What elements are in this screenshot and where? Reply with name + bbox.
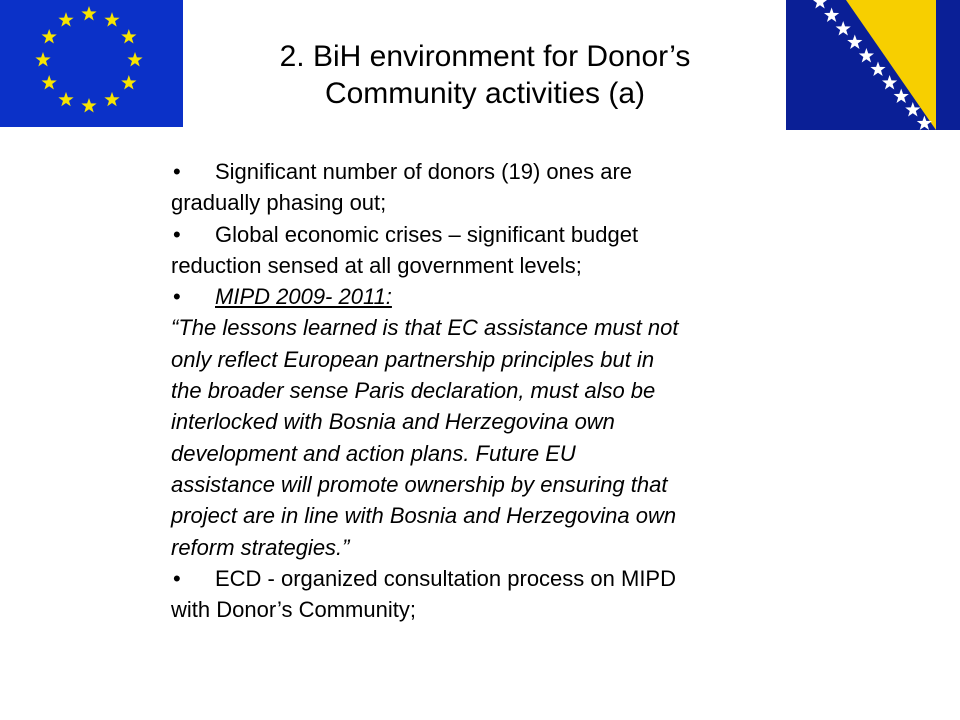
- bullet-icon: •: [173, 221, 181, 247]
- quote-line: reform strategies.”: [171, 534, 350, 560]
- quote-line: “The lessons learned is that EC assistance must not: [171, 315, 679, 341]
- bullet-text: Significant number of donors (19) ones are: [215, 159, 633, 184]
- bullet-item-donors: [171, 156, 801, 219]
- quote-line: assistance will promote ownership by ensuring that: [171, 471, 668, 497]
- quote-line: only reflect European partnership principles but in: [171, 346, 655, 372]
- bullet-icon: •: [173, 565, 181, 591]
- slide-title-line-1: 2. BiH environment for Donor’s: [279, 40, 691, 73]
- bullet-text: gradually phasing out;: [171, 190, 387, 216]
- bih-flag-image: [786, 0, 960, 130]
- quote-line: development and action plans. Future EU: [171, 440, 576, 466]
- quote-line: interlocked with Bosnia and Herzegovina own: [171, 409, 615, 435]
- mipd-heading: MIPD 2009- 2011:: [215, 284, 392, 310]
- bullet-text: reduction sensed at all government levels;: [171, 252, 582, 278]
- slide-title-line-2: Community activities (a): [324, 77, 646, 110]
- slide-title: [200, 38, 770, 112]
- bullet-icon: •: [173, 284, 181, 310]
- bullet-item-crises: [171, 219, 801, 282]
- quote-line: the broader sense Paris declaration, must also be: [171, 378, 656, 404]
- quote-line: project are in line with Bosnia and Herzegovina own: [171, 503, 677, 529]
- bullet-text: with Donor’s Community;: [171, 597, 416, 623]
- bullet-icon: •: [173, 159, 181, 184]
- bullet-text: Global economic crises – significant budget: [215, 221, 639, 247]
- slide-body: [171, 156, 801, 625]
- eu-flag-image: [0, 0, 183, 127]
- bullet-item-mipd: [171, 281, 801, 563]
- bullet-item-ecd: [171, 563, 801, 626]
- bullet-text: ECD - organized consultation process on MIPD: [215, 565, 676, 591]
